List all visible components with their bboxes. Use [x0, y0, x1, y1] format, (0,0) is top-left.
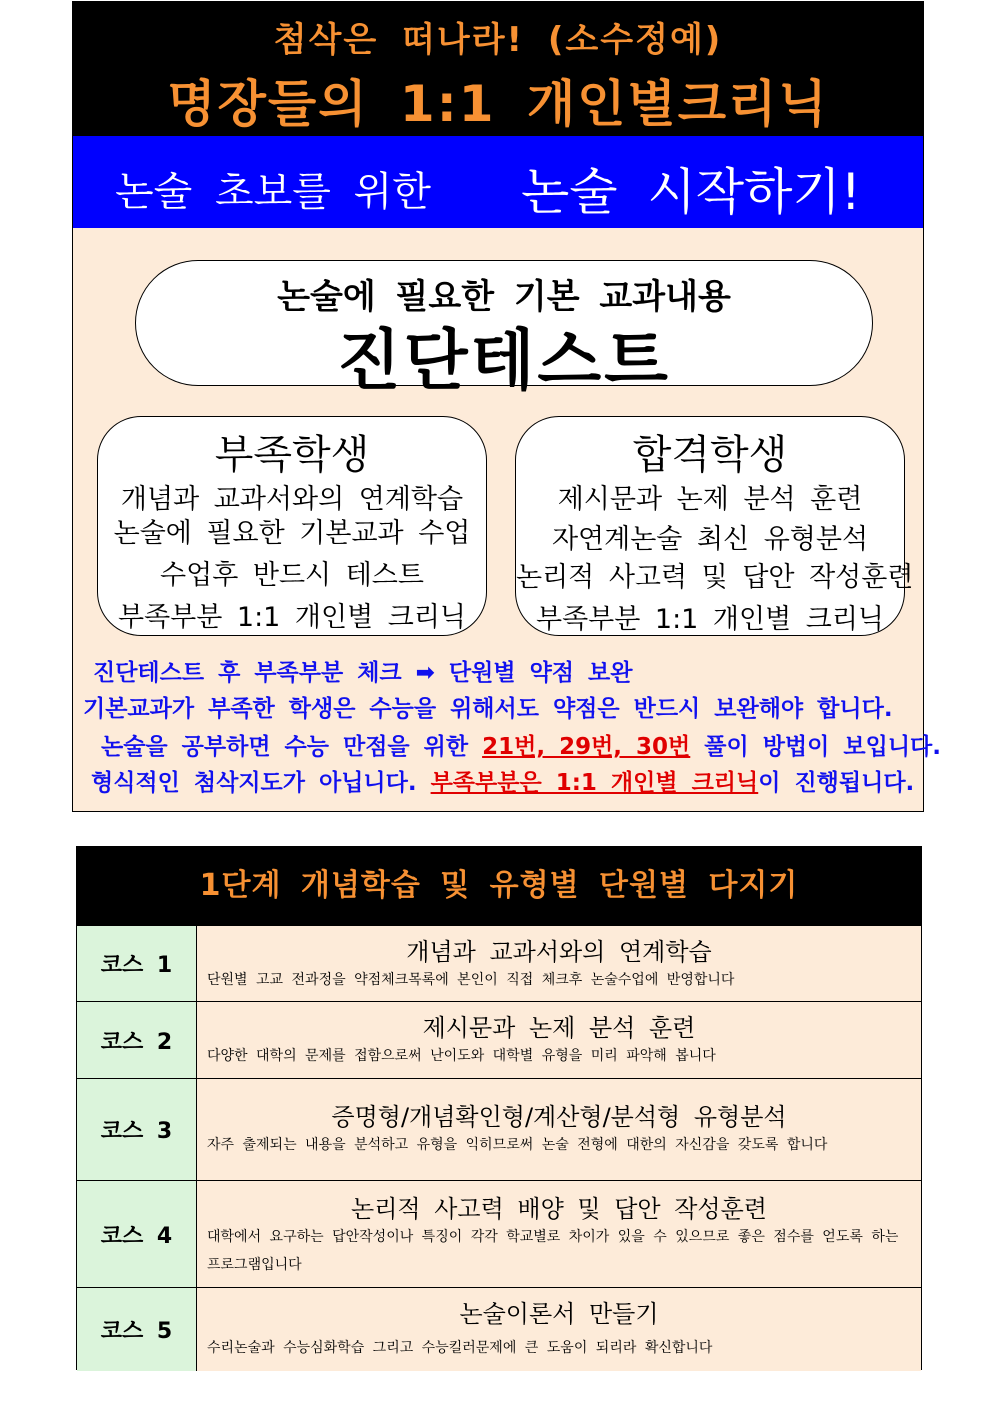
course-body — [197, 926, 921, 1001]
table-row — [77, 1001, 921, 1078]
weak-students-line: 수업후 반드시 테스트 — [160, 560, 424, 591]
course-title: 제시문과 논제 분석 훈련 — [422, 1014, 696, 1042]
note-line-4-text: 형식적인 첨삭지도가 아닙니다. — [91, 770, 431, 796]
note-line-1: 진단테스트 후 부족부분 체크 ➡ 단원별 약점 보완 — [93, 660, 633, 686]
note-line-3-text: 논술을 공부하면 수능 만점을 위한 — [101, 734, 483, 760]
note-line-4 — [91, 764, 914, 797]
note-line-3 — [101, 728, 941, 761]
course-label: 코스 4 — [77, 1181, 197, 1287]
course-body — [197, 1002, 921, 1078]
note-highlight-clinic: 부족부분은 1:1 개인별 크리닉 — [430, 770, 759, 796]
course-label: 코스 2 — [77, 1002, 197, 1078]
course-desc: 다양한 대학의 문제를 접함으로써 난이도와 대학별 유형을 미리 파악해 봅니다 — [207, 1048, 716, 1064]
header-tagline: 첨삭은 떠나라! (소수정예) — [273, 20, 723, 60]
course-title: 논술이론서 만들기 — [459, 1300, 659, 1328]
table-row — [77, 1287, 921, 1371]
passed-students-title: 합격학생 — [632, 432, 788, 478]
diagnosis-title: 진단테스트 — [337, 322, 671, 399]
note-line-3-text: 풀이 방법이 보입니다. — [690, 734, 941, 760]
diagnosis-box — [135, 260, 873, 399]
table-row — [77, 925, 921, 1001]
diagnosis-subtitle: 논술에 필요한 기본 교과내용 — [277, 277, 731, 317]
weak-students-line: 부족부분 1:1 개인별 크리닉 — [117, 602, 467, 633]
course-label: 코스 1 — [77, 926, 197, 1001]
course-body — [197, 1079, 921, 1180]
course-label: 코스 5 — [77, 1288, 197, 1371]
course-title: 증명형/개념확인형/계산형/분석형 유형분석 — [331, 1103, 787, 1131]
course-title: 논리적 사고력 배양 및 답안 작성훈련 — [351, 1195, 767, 1223]
note-line-2: 기본교과가 부족한 학생은 수능을 위해서도 약점은 반드시 보완해야 합니다. — [83, 696, 893, 722]
title-header — [73, 2, 923, 136]
promo-panel — [72, 1, 941, 812]
note-line-4-text: 이 진행됩니다. — [758, 770, 915, 796]
course-desc: 대학에서 요구하는 답안작성이나 특징이 각각 학교별로 차이가 있을 수 있으므로 좋은 점수를 얻도록 하는 프로그램입니다 — [207, 1229, 899, 1273]
passed-students-line: 부족부분 1:1 개인별 크리닉 — [535, 604, 885, 635]
banner — [73, 136, 923, 228]
course-table-header: 1단계 개념학습 및 유형별 단원별 다지기 — [77, 847, 921, 925]
course-label: 코스 3 — [77, 1079, 197, 1180]
table-row — [77, 1180, 921, 1287]
weak-students-title: 부족학생 — [214, 432, 370, 478]
weak-students-box — [97, 416, 487, 636]
course-title: 개념과 교과서와의 연계학습 — [406, 938, 712, 966]
passed-students-line: 자연계논술 최신 유형분석 — [551, 524, 869, 555]
passed-students-line: 논리적 사고력 및 답안 작성훈련 — [516, 562, 914, 593]
course-body — [197, 1288, 921, 1371]
banner-subtitle: 논술 초보를 위한 — [115, 169, 431, 215]
course-desc: 단원별 고교 전과정을 약점체크목록에 본인이 직접 체크후 논술수업에 반영합니다 — [207, 972, 735, 988]
course-desc: 수리논술과 수능심화학습 그리고 수능킬러문제에 큰 도움이 되리라 확신합니다 — [207, 1340, 713, 1356]
weak-students-line: 개념과 교과서와의 연계학습 — [120, 484, 464, 515]
table-row — [77, 1078, 921, 1180]
banner-title: 논술 시작하기! — [521, 163, 861, 221]
course-body — [197, 1181, 921, 1287]
header-title: 명장들의 1:1 개인별크리닉 — [167, 75, 829, 133]
passed-students-line: 제시문과 논제 분석 훈련 — [557, 484, 863, 515]
passed-students-box — [515, 416, 914, 636]
weak-students-line: 논술에 필요한 기본교과 수업 — [113, 518, 471, 549]
course-table — [76, 846, 922, 1370]
note-highlight-questions: 21번, 29번, 30번 — [482, 734, 691, 760]
course-desc: 자주 출제되는 내용을 분석하고 유형을 익히므로써 논술 전형에 대한의 자신감을 갖도록 합니다 — [207, 1137, 828, 1153]
